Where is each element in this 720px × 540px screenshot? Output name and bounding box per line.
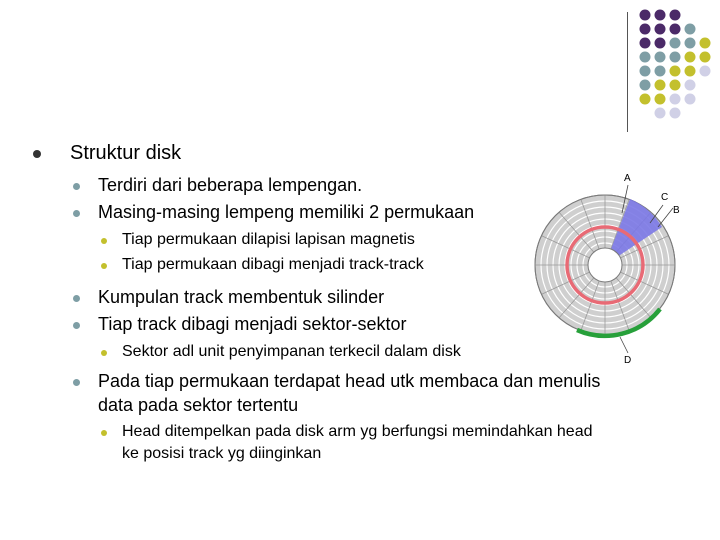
bullet xyxy=(73,379,80,386)
list-item: Terdiri dari beberapa lempengan. xyxy=(98,175,363,195)
bullet xyxy=(101,350,107,356)
list-item: Masing-masing lempeng memiliki 2 permukaan xyxy=(98,202,475,222)
slide-title: Struktur disk xyxy=(70,142,182,164)
bullet xyxy=(101,263,107,269)
list-item: Head ditempelkan pada disk arm yg berfungsi memindahkan head xyxy=(122,423,593,440)
label-a: A xyxy=(624,173,631,184)
label-b: B xyxy=(673,205,680,216)
bullet xyxy=(101,238,107,244)
list-item-continuation: data pada sektor tertentu xyxy=(98,395,299,415)
list-item: Sektor adl unit penyimpanan terkecil dalam disk xyxy=(122,343,461,360)
bullet xyxy=(73,183,80,190)
bullet xyxy=(73,322,80,329)
list-item: Tiap track dibagi menjadi sektor-sektor xyxy=(98,314,407,334)
bullet xyxy=(73,210,80,217)
list-item: Tiap permukaan dibagi menjadi track-track xyxy=(122,256,424,273)
list-item-continuation: ke posisi track yg diinginkan xyxy=(122,445,322,462)
label-c: C xyxy=(661,192,669,203)
list-item: Kumpulan track membentuk silinder xyxy=(98,287,385,307)
list-item: Tiap permukaan dilapisi lapisan magnetis xyxy=(122,231,415,248)
label-d: D xyxy=(624,355,632,366)
bullet xyxy=(101,430,107,436)
bullet xyxy=(33,150,41,158)
list-item: Pada tiap permukaan terdapat head utk membaca dan menulis xyxy=(98,371,601,391)
bullet xyxy=(73,295,80,302)
